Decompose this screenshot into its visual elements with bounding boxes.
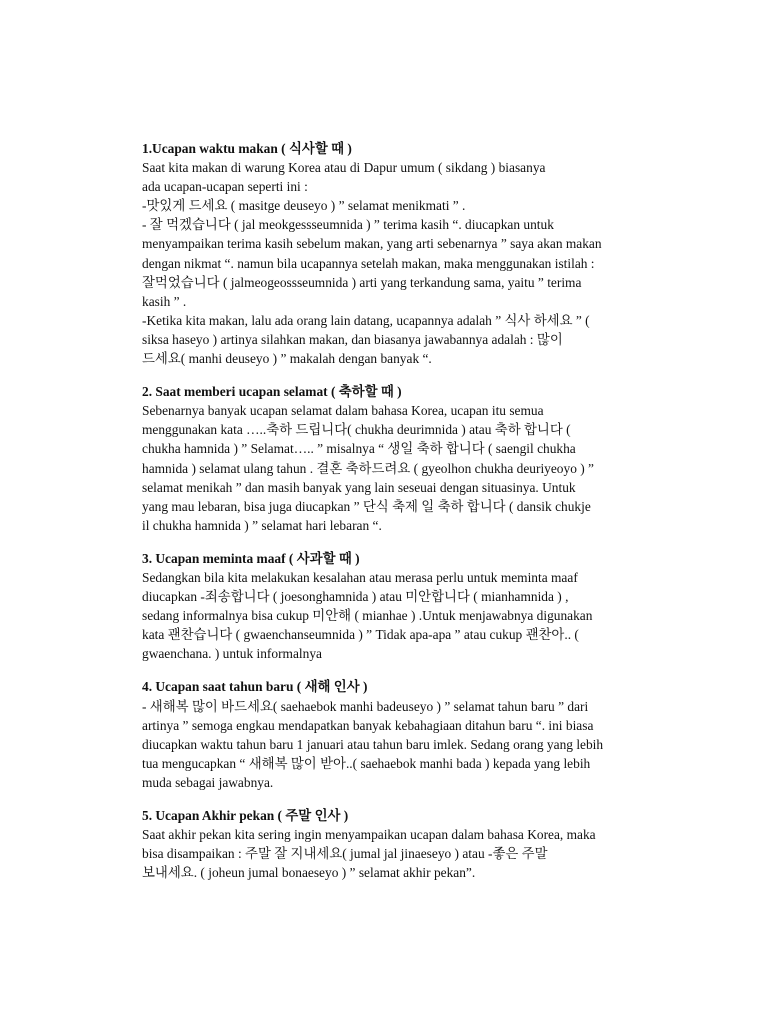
paragraph-line: yang mau lebaran, bisa juga diucapkan ” 단식 축제 일 축하 합니다 ( dansik chukje (142, 498, 591, 514)
document-page (142, 139, 702, 896)
section-heading: 1.Ucapan waktu makan ( 식사할 때 ) (142, 141, 352, 156)
section-apology (142, 549, 702, 664)
paragraph-line: dengan nikmat “. namun bila ucapannya setelah makan, maka menggunakan istilah : (142, 255, 595, 271)
paragraph-line: hamnida ) selamat ulang tahun . 결혼 축하드려요 ( gyeolhon chukha deuriyeoyo ) ” (142, 460, 594, 476)
section-congratulations (142, 382, 702, 535)
paragraph-line: sedang informalnya bisa cukup 미안해 ( mianhae ) .Untuk menjawabnya digunakan (142, 608, 593, 624)
section-new-year (142, 677, 702, 792)
paragraph-line: ada ucapan-ucapan seperti ini : (142, 179, 308, 195)
section-heading: 3. Ucapan meminta maaf ( 사과할 때 ) (142, 550, 360, 566)
section-heading: 4. Ucapan saat tahun baru ( 새해 인사 ) (142, 679, 368, 695)
section-heading: 2. Saat memberi ucapan selamat ( 축하할 때 ) (142, 384, 402, 400)
section-weekend (142, 806, 702, 882)
paragraph-line: menyampaikan terima kasih sebelum makan, yang arti sebenarnya ” saya akan makan (142, 236, 602, 252)
paragraph-line: kasih ” . (142, 293, 187, 309)
paragraph-line: 잘먹었습니다 ( jalmeogeossseumnida ) arti yang terkandung sama, yaitu ” terima (142, 274, 582, 290)
paragraph-line: gwaenchana. ) untuk informalnya (142, 646, 322, 662)
paragraph-line: -Ketika kita makan, lalu ada orang lain datang, ucapannya adalah ” 식사 하세요 ” ( (142, 312, 590, 328)
paragraph-line: - 잘 먹겠습니다 ( jal meokgessseumnida ) ” terima kasih “. diucapkan untuk (142, 217, 554, 233)
paragraph-line: diucapkan -죄송합니다 ( joesonghamnida ) atau 미안합니다 ( mianhamnida ) , (142, 589, 569, 605)
paragraph-line: -맛있게 드세요 ( masitge deuseyo ) ” selamat menikmati ” . (142, 198, 466, 214)
paragraph-line: 보내세요. ( joheun jumal bonaeseyo ) ” selamat akhir pekan”. (142, 865, 476, 881)
paragraph-line: - 새해복 많이 바드세요( saehaebok manhi badeuseyo ) ” selamat tahun baru ” dari (142, 698, 589, 714)
section-meal (142, 139, 702, 368)
paragraph-line: chukha hamnida ) ” Selamat….. ” misalnya “ 생일 축하 합니다 ( saengil chukha (142, 441, 576, 457)
paragraph-line: kata 괜찬습니다 ( gwaenchanseumnida ) ” Tidak apa-apa ” atau cukup 괜찬아.. ( (142, 627, 579, 643)
paragraph-line: siksa haseyo ) artinya silahkan makan, dan biasanya jawabannya adalah : 많이 (142, 331, 563, 347)
paragraph-line: Saat kita makan di warung Korea atau di Dapur umum ( sikdang ) biasanya (142, 160, 546, 176)
paragraph-line: selamat menikah ” dan masih banyak yang lain seseuai dengan situasinya. Untuk (142, 479, 576, 495)
paragraph-line: 드세요( manhi deuseyo ) ” makalah dengan banyak “. (142, 351, 432, 367)
section-heading: 5. Ucapan Akhir pekan ( 주말 인사 ) (142, 808, 349, 823)
paragraph-line: Saat akhir pekan kita sering ingin menyampaikan ucapan dalam bahasa Korea, maka (142, 827, 596, 843)
paragraph-line: bisa disampaikan : 주말 잘 지내세요( jumal jal jinaeseyo ) atau -좋은 주말 (142, 846, 548, 862)
paragraph-line: Sedangkan bila kita melakukan kesalahan atau merasa perlu untuk meminta maaf (142, 569, 578, 585)
paragraph-line: Sebenarnya banyak ucapan selamat dalam bahasa Korea, ucapan itu semua (142, 403, 544, 419)
paragraph-line: artinya ” semoga engkau mendapatkan banyak kebahagiaan ditahun baru “. ini biasa (142, 717, 594, 733)
paragraph-line: muda sebagai jawabnya. (142, 774, 274, 790)
paragraph-line: tua mengucapkan “ 새해복 많이 받아..( saehaebok manhi bada ) kepada yang lebih (142, 755, 591, 771)
paragraph-line: diucapkan waktu tahun baru 1 januari atau tahun baru imlek. Sedang orang yang lebih (142, 736, 604, 752)
paragraph-line: menggunakan kata …..축하 드립니다( chukha deurimnida ) atau 축하 합니다 ( (142, 422, 571, 438)
paragraph-line: il chukha hamnida ) ” selamat hari lebaran “. (142, 517, 382, 533)
